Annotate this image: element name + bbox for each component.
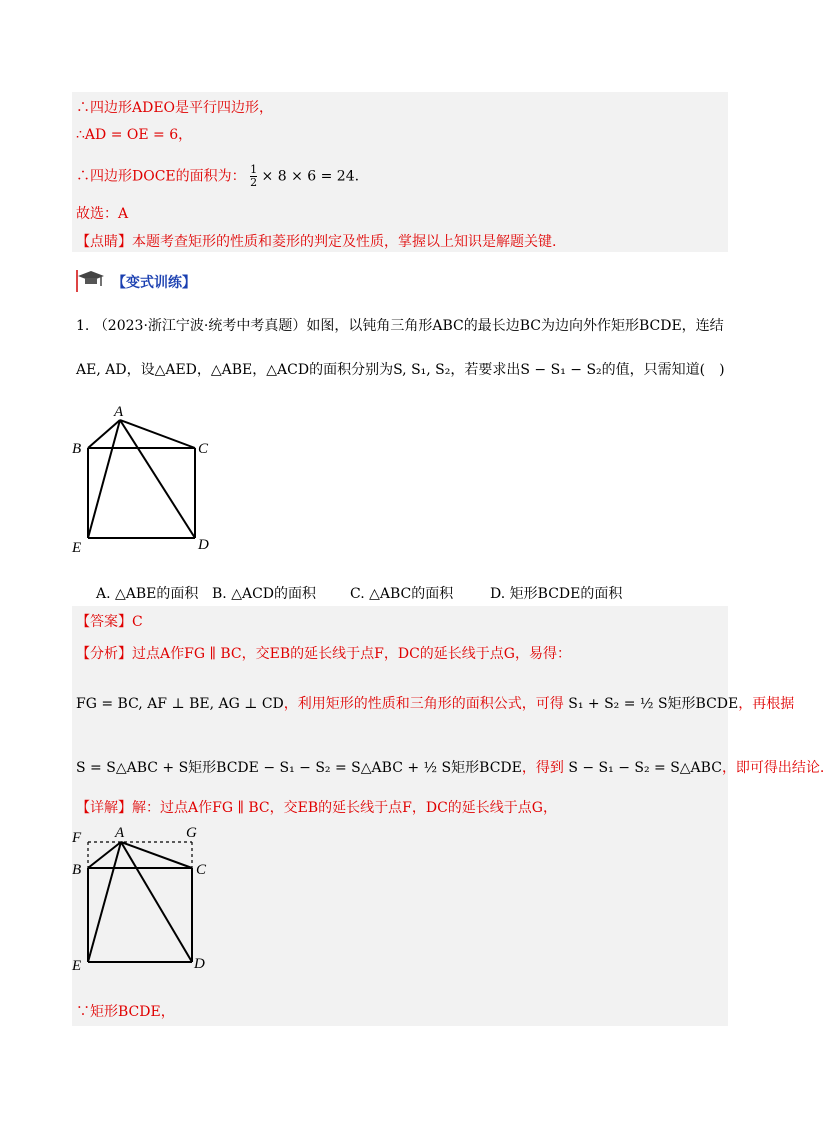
- option-a[interactable]: A. △ABE的面积: [96, 586, 199, 602]
- section-title: 【变式训练】: [112, 275, 196, 291]
- option-d[interactable]: D. 矩形BCDE的面积: [490, 586, 623, 602]
- analysis-line-3: S = S△ABC + S矩形BCDE − S₁ − S₂ = S△ABC + ½ S矩形BCDE，得到 S − S₁ − S₂ = S△ABC，即可得出结论.: [76, 760, 824, 776]
- solution-line-3: ∴四边形DOCE的面积为： $\frac{1}{2}$ × 8 × 6 = 24.: [76, 163, 360, 189]
- question-line-2: AE, AD，设△AED，△ABE，△ACD的面积分别为S, S₁, S₂，若要求出S − S₁ − S₂的值，只需知道( ): [76, 362, 725, 378]
- label-C: C: [198, 441, 209, 457]
- solution-line-1: ∴四边形ADEO是平行四边形，: [76, 100, 274, 116]
- label-E: E: [72, 958, 82, 974]
- label-G: G: [186, 825, 197, 841]
- label-D: D: [198, 537, 209, 553]
- analysis-line-2: FG = BC, AF ⊥ BE, AG ⊥ CD，利用矩形的性质和三角形的面积公式，可得 S₁ + S₂ = ½ S矩形BCDE，再根据: [76, 696, 795, 712]
- footer-line: ∵矩形BCDE，: [76, 1004, 175, 1020]
- answer-line: 【答案】C: [76, 614, 143, 630]
- label-A: A: [114, 404, 124, 420]
- label-E: E: [72, 540, 82, 556]
- detail-line: 【详解】解：过点A作FG ∥ BC，交EB的延长线于点F，DC的延长线于点G，: [76, 800, 557, 816]
- label-F: F: [72, 830, 82, 846]
- figure-2: [68, 822, 214, 972]
- label-D: D: [194, 956, 205, 972]
- solution-line-2: ∴AD = OE = 6，: [76, 127, 193, 143]
- question-line-1: 1. （2023·浙江宁波·统考中考真题）如图，以钝角三角形ABC的最长边BC为边向外作矩形BCDE，连结: [76, 318, 724, 334]
- fraction-numerator: 1: [250, 163, 258, 176]
- label-A: A: [115, 825, 125, 841]
- option-b[interactable]: B. △ACD的面积: [212, 586, 317, 602]
- label-B: B: [72, 441, 82, 457]
- graduation-cap-icon: [74, 268, 108, 294]
- label-C: C: [196, 862, 207, 878]
- fraction-denominator: 2: [250, 176, 258, 189]
- comment-line: 【点睛】本题考查矩形的性质和菱形的判定及性质，掌握以上知识是解题关键.: [76, 234, 557, 250]
- choice-line: 故选：A: [76, 206, 129, 222]
- option-c[interactable]: C. △ABC的面积: [350, 586, 454, 602]
- figure-1: [70, 400, 220, 560]
- label-B: B: [72, 862, 82, 878]
- analysis-line-1: 【分析】过点A作FG ∥ BC，交EB的延长线于点F，DC的延长线于点G，易得：: [76, 646, 571, 662]
